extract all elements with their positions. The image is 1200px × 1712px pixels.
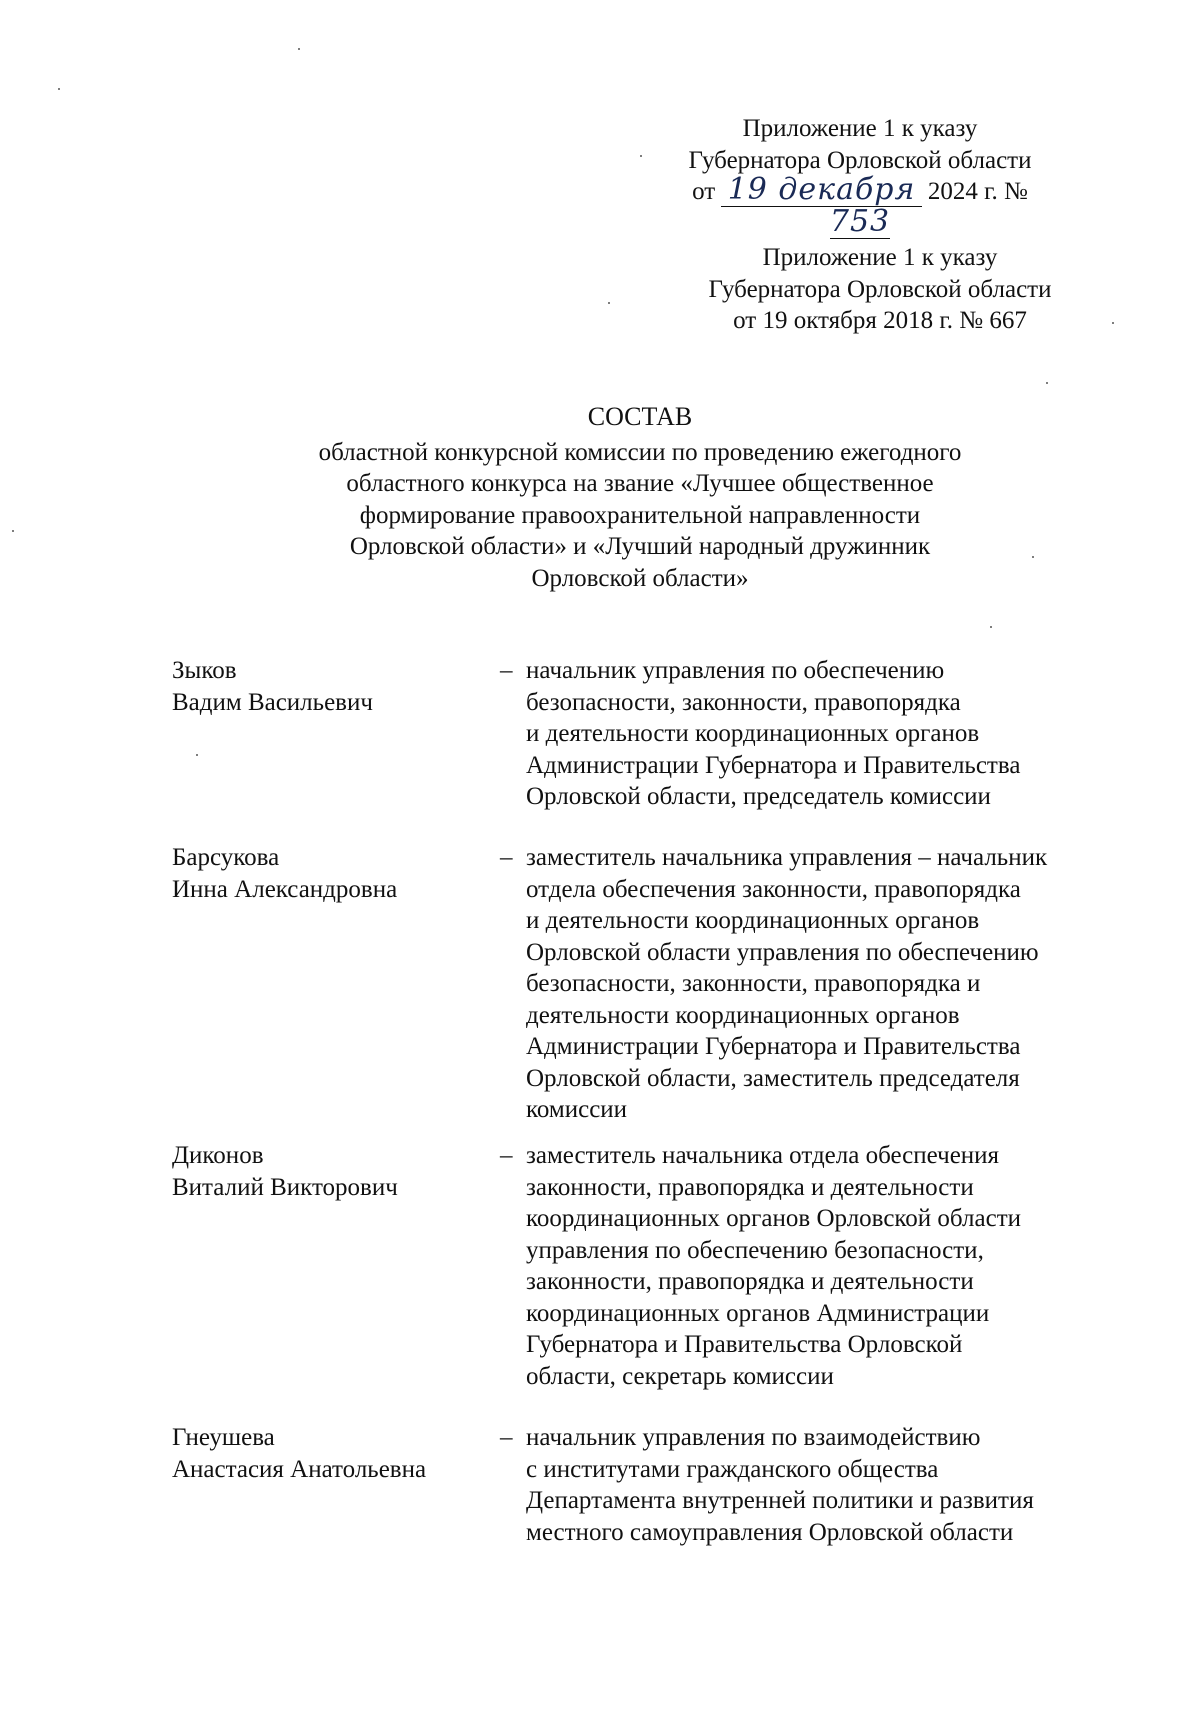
member-dash: – [500, 1142, 513, 1169]
scan-speck [640, 155, 642, 157]
member-surname: Барсукова [172, 844, 280, 871]
member-role [526, 1140, 1126, 1392]
document-subtitle-line: областной конкурсной комиссии по проведению ежегодного [318, 438, 962, 466]
member-role-line: начальник управления по взаимодействию [526, 1424, 981, 1451]
member-role-line: Департамента внутренней политики и развития [526, 1487, 1034, 1514]
member-role-line: законности, правопорядка и деятельности [526, 1268, 974, 1295]
member-name [172, 1422, 472, 1485]
original-line-1: Приложение 1 к указу [762, 244, 998, 271]
scan-speck [298, 48, 300, 50]
member-role-line: безопасности, законности, правопорядка [526, 688, 961, 716]
member-role [526, 655, 1126, 813]
member-role-line: Губернатора и Правительства Орловской [526, 1331, 963, 1358]
amendment-date-suffix: 2024 г. № [927, 178, 1028, 205]
member-dash: – [500, 1424, 513, 1451]
member-role-line: Орловской области управления по обеспечению [526, 938, 1039, 966]
document-title: СОСТАВ [587, 402, 693, 431]
member-role-line: Администрации Губернатора и Правительства [526, 1033, 1021, 1060]
document-subtitle-line: областного конкурса на звание «Лучшее общественное [346, 470, 934, 497]
scan-speck [12, 530, 14, 532]
member-role-line: с институтами гражданского общества [526, 1455, 939, 1483]
member-role [526, 842, 1126, 1126]
scan-speck [1112, 322, 1114, 324]
handwritten-date: 19 декабря [727, 172, 916, 207]
document-subtitle-line: формирование правоохранительной направленности [359, 501, 921, 529]
document-subtitle-line: Орловской области» и «Лучший народный дружинник [349, 533, 931, 560]
original-line-2: Губернатора Орловской области [708, 275, 1052, 303]
original-line-3: от 19 октября 2018 г. № 667 [733, 307, 1027, 334]
amendment-line-2: Губернатора Орловской области [688, 146, 1032, 174]
amendment-date-prefix: от [692, 178, 716, 205]
amendment-date-line [660, 172, 1060, 239]
member-role-line: законности, правопорядка и деятельности [526, 1173, 974, 1201]
scan-speck [990, 626, 992, 628]
scan-speck [196, 754, 198, 756]
member-role [526, 1422, 1126, 1548]
handwritten-date-field [721, 172, 921, 207]
member-name [172, 842, 472, 905]
member-given-names: Анастасия Анатольевна [172, 1455, 427, 1483]
member-surname: Диконов [172, 1142, 264, 1169]
member-role-line: отдела обеспечения законности, правопорядка [526, 875, 1021, 903]
member-role-line: безопасности, законности, правопорядка и [526, 970, 981, 997]
member-role-line: местного самоуправления Орловской области [526, 1518, 1014, 1546]
member-role-line: Орловской области, председатель комиссии [526, 783, 991, 810]
member-dash: – [500, 657, 513, 684]
member-dash: – [500, 844, 513, 871]
member-role-line: комиссии [526, 1096, 628, 1123]
member-role-line: Орловской области, заместитель председателя [526, 1064, 1020, 1092]
member-role-line: заместитель начальника отдела обеспечения [526, 1142, 1000, 1169]
member-role-line: Администрации Губернатора и Правительства [526, 751, 1021, 779]
member-role-line: и деятельности координационных органов [526, 907, 980, 934]
member-name [172, 655, 472, 718]
member-role-line: координационных органов Администрации [526, 1299, 990, 1327]
scan-speck [1046, 382, 1048, 384]
handwritten-number-field [829, 203, 891, 239]
member-role-line: и деятельности координационных органов [526, 720, 980, 747]
member-role-line: координационных органов Орловской области [526, 1205, 1021, 1232]
original-header [660, 242, 1100, 337]
document-title-block [220, 401, 1060, 594]
member-given-names: Виталий Викторович [172, 1173, 398, 1201]
scan-speck [1032, 556, 1034, 558]
document-subtitle-line: Орловской области» [531, 564, 749, 592]
member-given-names: Вадим Васильевич [172, 688, 373, 716]
handwritten-number: 753 [829, 203, 891, 239]
member-name [172, 1140, 472, 1203]
member-role-line: деятельности координационных органов [526, 1001, 960, 1029]
scan-speck [608, 302, 610, 304]
amendment-line-1: Приложение 1 к указу [742, 115, 978, 142]
member-surname: Зыков [172, 657, 237, 684]
member-role-line: области, секретарь комиссии [526, 1362, 834, 1390]
amendment-header [660, 113, 1060, 239]
member-given-names: Инна Александровна [172, 875, 398, 903]
member-role-line: заместитель начальника управления – начальник [526, 844, 1048, 871]
member-surname: Гнеушева [172, 1424, 275, 1451]
member-role-line: управления по обеспечению безопасности, [526, 1236, 984, 1264]
member-role-line: начальник управления по обеспечению [526, 657, 945, 684]
scan-speck [58, 88, 60, 90]
